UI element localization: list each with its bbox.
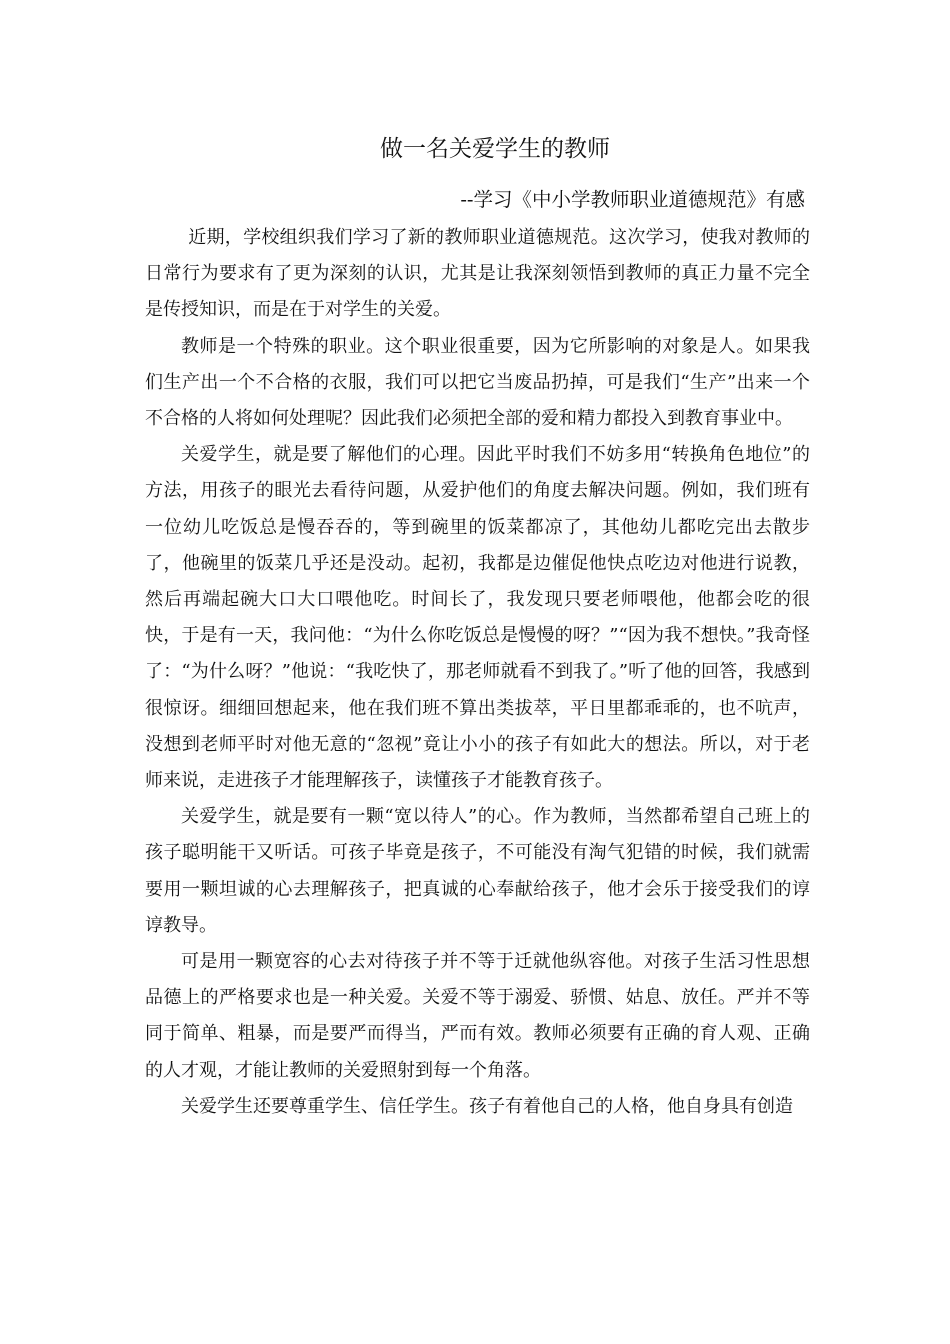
document-title: 做一名关爱学生的教师 xyxy=(380,136,610,162)
document-subtitle: --学习《中小学教师职业道德规范》有感 xyxy=(460,188,805,211)
paragraph-2: 教师是一个特殊的职业。这个职业很重要，因为它所影响的对象是人。如果我们生产出一个不合格的衣服，我们可以把它当废品扔掉，可是我们“生产”出来一个不合格的人将如何处理呢？因此我们必须把全部的爱和精力都投入到教育事业中。 xyxy=(145,335,810,430)
paragraph-5: 可是用一颗宽容的心去对待孩子并不等于迁就他纵容他。对孩子生活习性思想品德上的严格要求也是一种关爱。关爱不等于溺爱、骄惯、姑息、放任。严并不等同于简单、粗暴，而是要严而得当，严而有效。教师必须要有正确的育人观、正确的人才观，才能让教师的关爱照射到每一个角落。 xyxy=(145,951,810,1081)
document-body xyxy=(145,220,810,1125)
paragraph-1: 近期，学校组织我们学习了新的教师职业道德规范。这次学习，使我对教师的日常行为要求有了更为深刻的认识，尤其是让我深刻领悟到教师的真正力量不完全是传授知识，而是在于对学生的关爱。 xyxy=(145,227,810,321)
paragraph-3: 关爱学生，就是要了解他们的心理。因此平时我们不妨多用“转换角色地位”的方法，用孩子的眼光去看待问题，从爱护他们的角度去解决问题。例如，我们班有一位幼儿吃饭总是慢吞吞的，等到碗里的饭菜都凉了，其他幼儿都吃完出去散步了，他碗里的饭菜几乎还是没动。起初，我都是边催促他快点吃边对他进行说教，然后再端起碗大口大口喂他吃。时间长了，我发现只要老师喂他，他都会吃的很快，于是有一天，我问他：“为什么你吃饭总是慢慢的呀？”“因为我不想快。”我奇怪了：“为什么呀？”他说：“我吃快了，那老师就看不到我了。”听了他的回答，我感到很惊讶。细细回想起来，他在我们班不算出类拔萃，平日里都乖乖的，也不吭声，没想到老师平时对他无意的“忽视”竟让小小的孩子有如此大的想法。所以，对于老师来说，走进孩子才能理解孩子，读懂孩子才能教育孩子。 xyxy=(145,444,810,792)
paragraph-4: 关爱学生，就是要有一颗“宽以待人”的心。作为教师，当然都希望自己班上的孩子聪明能干又听话。可孩子毕竟是孩子，不可能没有淘气犯错的时候，我们就需要用一颗坦诚的心去理解孩子，把真诚的心奉献给孩子，他才会乐于接受我们的谆谆教导。 xyxy=(145,806,810,936)
paragraph-6: 关爱学生还要尊重学生、信任学生。孩子有着他自己的人格，他自身具有创造 xyxy=(181,1095,793,1117)
